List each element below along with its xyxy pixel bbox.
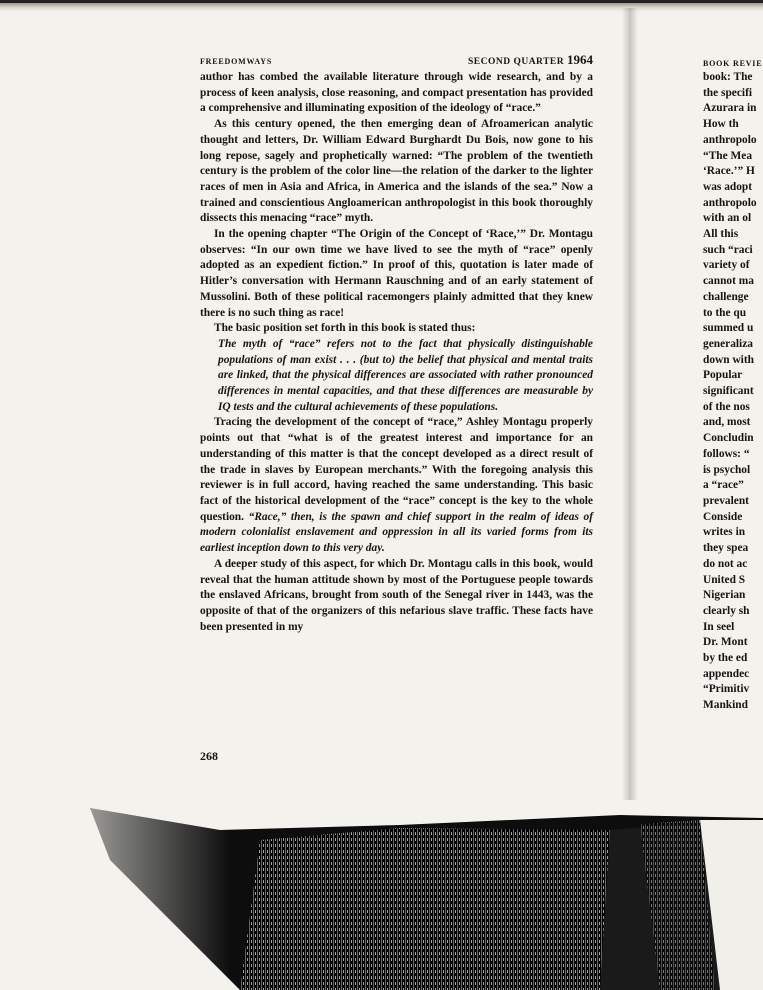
right-page-line: “The Mea — [703, 149, 753, 162]
right-page-line: the specifi — [703, 86, 753, 99]
page-number: 268 — [200, 749, 218, 763]
right-page-line: such “raci — [703, 243, 753, 256]
right-page-line: to the qu — [703, 306, 747, 319]
right-page-line: appendec — [703, 667, 750, 680]
journal-name: FREEDOMWAYS — [200, 57, 273, 66]
right-running-head: BOOK REVIE — [703, 59, 763, 68]
left-page — [200, 52, 593, 635]
block-quote: The myth of “race” refers not to the fact that physically distinguishable populations of man exist . . . (but to) the belief that physical and mental traits are linked, that the physical differences are associated with rather pronounced differences in mental capacities, and that these differences are measurable by IQ tests and the cultural achievements of these populations. — [218, 337, 593, 413]
right-page-line: Azurara in — [703, 102, 757, 115]
emphasis-text: “Race,” then, is the spawn and chief support in the realm of ideas of modern colonialist enslavement and oppression in all its varied forms from its earliest inception down to this very day. — [200, 510, 593, 555]
right-page-line: variety of — [703, 259, 750, 272]
right-page-line: they spea — [703, 542, 749, 555]
paragraph: In the opening chapter “The Origin of the Concept of ‘Race,’” Dr. Montagu observes: “In our own time we have lived to see the myth of “race” openly adopted as an expedient fiction.” In proof of this, quotation is later made of Hitler’s conversation with Hermann Rauschning and of an early statement of Mussolini. Both of these political racemongers plainly admitted that they knew there is no such thing as race! — [200, 228, 593, 319]
right-page-line: down with — [703, 353, 754, 366]
right-page-line: book: The — [703, 71, 753, 83]
scan-dark-area — [0, 800, 763, 990]
right-page-line: by the ed — [703, 652, 748, 665]
right-page-line: Mankind — [703, 699, 748, 712]
body-text — [200, 70, 593, 635]
right-page-line: summed u — [703, 322, 754, 335]
right-page-line: anthropolo — [703, 196, 757, 209]
issue-date — [468, 52, 593, 68]
right-page-line: anthropolo — [703, 133, 757, 146]
paragraph: author has combed the available literature through wide research, and by a process of keen analysis, close reasoning, and compact presentation has provided a comprehensive and illuminating exposition of the ideology of “race.” — [200, 71, 593, 115]
right-page-line: clearly sh — [703, 604, 750, 617]
right-page-line: and, most — [703, 416, 751, 429]
scan-top-edge — [0, 0, 763, 12]
right-page-line: In seel — [703, 620, 735, 633]
paragraph: As this century opened, the then emerging dean of Afroamerican analytic thought and letters, Dr. William Edward Burghardt Du Bois, now gone to his long repose, sagely and prophetically warned: “The problem of the twentieth century is the problem of the color line—the relation of the darker to the lighter races of men in Asia and Africa, in America and the islands of the sea.” Now a trained and conscientious Angloamerican anthropologist in this book thoroughly dissects this menacing “race” myth. — [200, 118, 593, 225]
right-page-line: Concludin — [703, 432, 754, 445]
right-page-line: significant — [703, 385, 754, 398]
right-page-line: All this — [703, 228, 739, 241]
right-page-line: is psychol — [703, 463, 751, 476]
right-page-line: Conside — [703, 510, 743, 523]
issue-quarter: SECOND QUARTER — [467, 57, 565, 67]
paragraph — [200, 415, 593, 556]
right-page-line: with an ol — [703, 212, 752, 225]
paragraph: A deeper study of this aspect, for which Dr. Montagu calls in this book, would reveal that the human attitude shown by most of the Portuguese people towards the enslaved Africans, brought from south of the Senegal river in 1443, was the opposite of that of the organizers of this nefarious slave traffic. These facts have been presented in my — [200, 557, 593, 633]
book-gutter — [622, 8, 638, 808]
running-head — [200, 52, 593, 70]
paragraph: The basic position set forth in this book is stated thus: — [214, 322, 476, 335]
issue-year: 1964 — [567, 52, 593, 67]
right-page-line: challenge — [703, 290, 749, 303]
right-page-line: prevalent — [703, 494, 749, 507]
right-page-line: do not ac — [703, 557, 748, 570]
right-page-fragment — [703, 52, 763, 714]
right-page-line: United S — [703, 573, 746, 586]
right-page-line: a “race” — [703, 479, 744, 492]
right-page-line: “Primitiv — [703, 683, 750, 696]
right-page-line: writes in — [703, 526, 746, 539]
right-page-line: of the nos — [703, 400, 750, 413]
right-page-line: ‘Race.’” H — [703, 165, 755, 178]
right-page-line: follows: “ — [703, 447, 750, 460]
right-page-line: Dr. Mont — [703, 636, 748, 649]
right-page-line: cannot ma — [703, 275, 754, 288]
right-page-line: generaliza — [703, 337, 753, 350]
right-page-line: was adopt — [703, 180, 753, 193]
paragraph-text: Tracing the development of the concept of “race,” Ashley Montagu properly points out that “what is of the greatest interest and importance for an understanding of this matter is that the concept developed as a direct result of the trade in slaves by European merchants.” With the foregoing analysis this reviewer is in full accord, having reached the same understanding. This basic fact of the historical development of the “race” concept is the key to the whole question. — [200, 416, 593, 523]
right-page-line: Popular — [703, 369, 743, 382]
right-page-line: Nigerian — [703, 589, 746, 602]
scan-noise — [0, 800, 763, 990]
right-page-lines — [703, 70, 763, 714]
right-page-line: How th — [703, 118, 739, 131]
